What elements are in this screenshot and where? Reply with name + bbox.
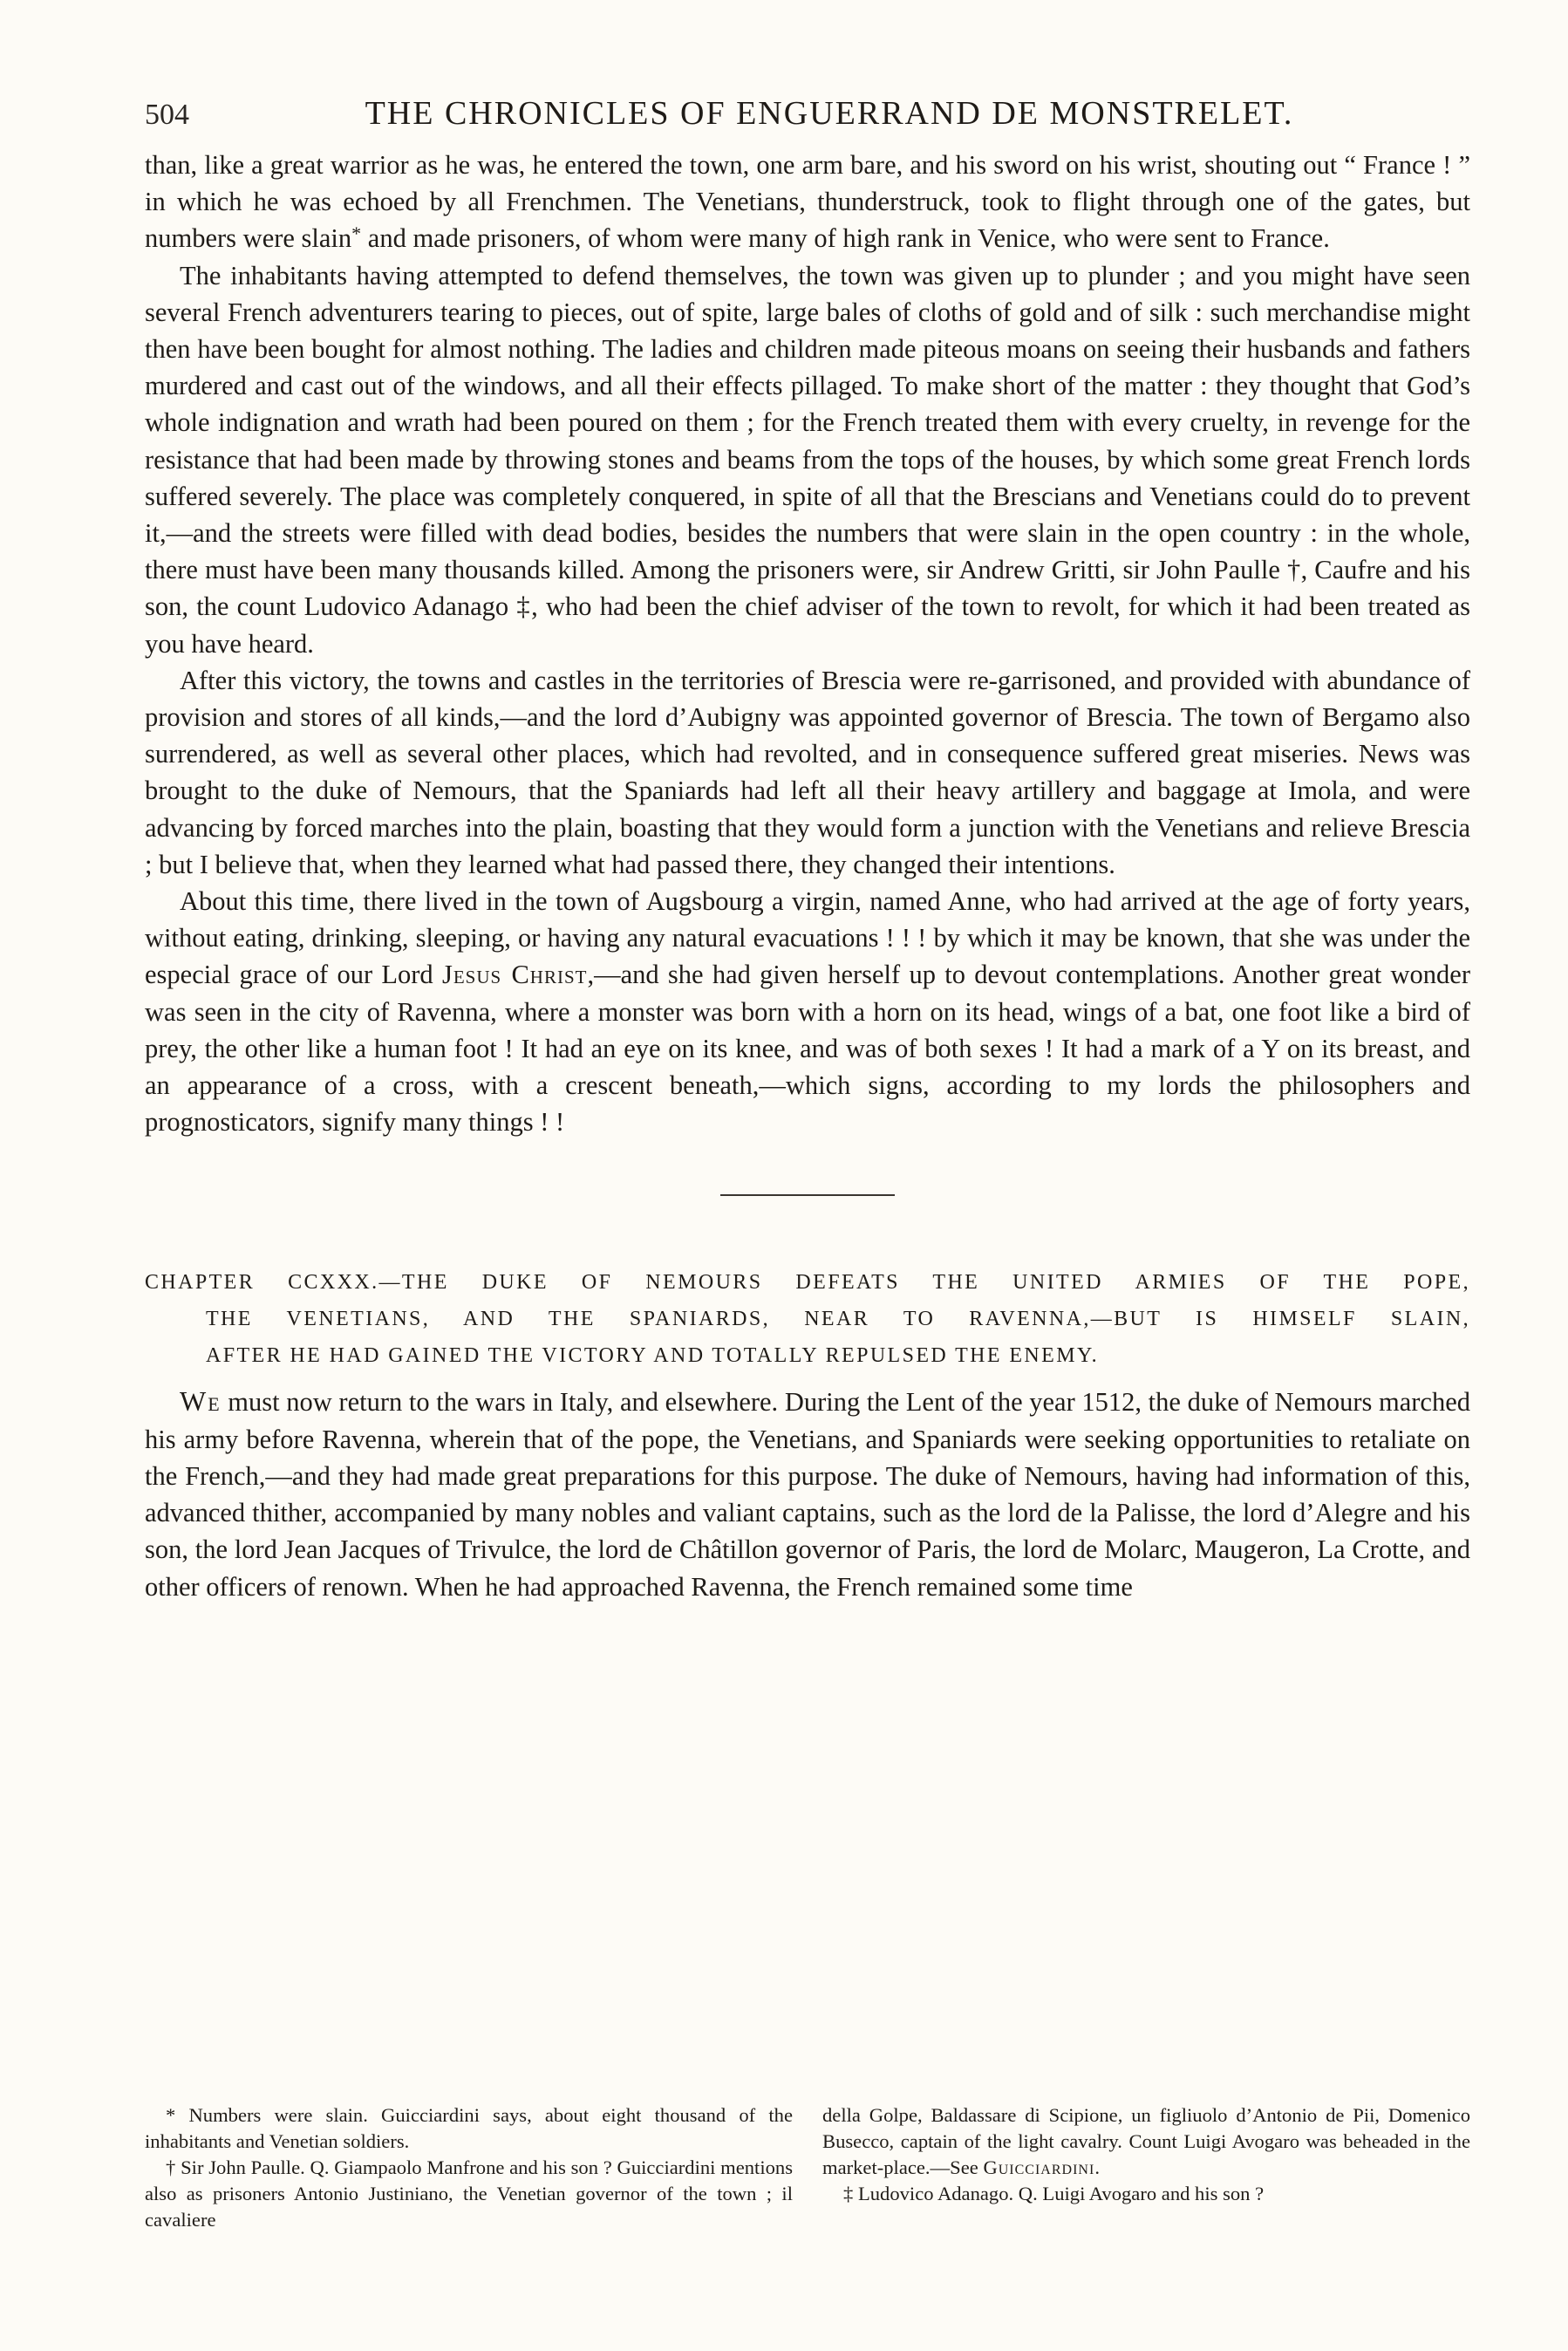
chapter-text bbox=[145, 1383, 1470, 1604]
paragraph-text: must now return to the wars in Italy, and elsewhere. During the Lent of the year 1512, the duke of Nemours marched his army before Ravenna, wherein that of the pope, the Venetians, and Spaniards were seeking opportunities to retaliate on the French,—and they had made great preparations for this purpose. The duke of Nemours, having had information of this, advanced thither, accompanied by many nobles and valiant captains, such as the lord de la Palisse, the lord d’Alegre and his son, the lord Jean Jacques of Trivulce, the lord de Châtillon governor of Paris, the lord de Molarc, Maugeron, La Crotte, and other officers of renown. When he had approached Ravenna, the French remained some time bbox=[145, 1387, 1470, 1602]
page bbox=[145, 94, 1470, 1605]
running-title: THE CHRONICLES OF ENGUERRAND DE MONSTRELET. bbox=[365, 95, 1294, 132]
paragraph-text: than, like a great warrior as he was, he entered the town, one arm bare, and his sword on his wrist, shouting out “ France ! ” in which he was echoed by all Frenchmen. The Venetians, thunderstruck, took to flight through one of the gates, but numbers were slain bbox=[145, 150, 1470, 254]
footnote-column-left bbox=[145, 2102, 793, 2233]
paragraph bbox=[145, 883, 1470, 1140]
section-divider bbox=[720, 1194, 895, 1196]
paragraph-text: The inhabitants having attempted to defend themselves, the town was given up to plunder ; and you might have seen several French adventurers tearing to pieces, out of spite, large bales of cloths of gold and of silk : such merchandise might then have been bought for almost nothing. The ladies and children made piteous moans on seeing their husbands and fathers murdered and cast out of the windows, and all their effects pillaged. To make short of the matter : they thought that God’s whole indignation and wrath had been poured on them ; for the French treated them with every cruelty, in revenge for the resistance that had been made by throwing stones and beams from the tops of the houses, by which some great French lords suffered severely. The place was completely conquered, in spite of all that the Brescians and Venetians could do to prevent it,—and the streets were filled with dead bodies, besides the numbers that were slain in the open country : in the whole, there must have been many thousands killed. Among the prisoners were, sir Andrew Gritti, sir John Paulle bbox=[145, 260, 1470, 585]
page-number: 504 bbox=[145, 99, 189, 131]
paragraph-text: , Caufre and his son, the count Ludovico Adanago bbox=[145, 555, 1470, 622]
paragraph bbox=[145, 147, 1470, 257]
paragraph-text: , who had been the chief adviser of the town to revolt, for which it had been treated as you have heard. bbox=[145, 591, 1471, 659]
small-caps-name: Jesus Christ bbox=[441, 960, 588, 990]
footnote-marker: * bbox=[351, 222, 362, 245]
footnote-source: Guicciardini bbox=[983, 2156, 1095, 2178]
footnote: ‡ Ludovico Adanago. Q. Luigi Avogaro and his son ? bbox=[843, 2183, 1265, 2204]
footnotes bbox=[145, 2102, 1470, 2233]
footnote-text: . bbox=[1094, 2156, 1100, 2178]
paragraph-text: and made prisoners, of whom were many of high rank in Venice, who were sent to France. bbox=[361, 223, 1330, 254]
page-header bbox=[145, 94, 1470, 147]
paragraph-text: ,—and she had given herself up to devout contemplations. Another great wonder was seen in the city of Ravenna, where a monster was born with a horn on its head, wings of a bat, one foot like a bird of prey, the other like a human foot ! It had an eye on its knee, and was of both sexes ! It had a mark of a Y on its breast, and an appearance of a cross, with a crescent beneath,—which signs, according to my lords the philosophers and prognosticators, signify many things ! ! bbox=[145, 960, 1470, 1138]
footnote-marker: † bbox=[1286, 555, 1301, 585]
paragraph bbox=[145, 1383, 1470, 1604]
footnote: * Numbers were slain. Guicciardini says, about eight thousand of the inhabitants and Venetian soldiers. bbox=[145, 2104, 793, 2152]
footnote-continued bbox=[822, 2102, 1470, 2181]
footnote: † Sir John Paulle. Q. Giampaolo Manfrone and his son ? Guicciardini mentions also as prisoners Antonio Justiniano, the Venetian governor of the town ; il cavaliere bbox=[145, 2156, 793, 2231]
footnote-marker: ‡ bbox=[516, 591, 532, 622]
chapter-heading bbox=[145, 1264, 1470, 1374]
paragraph: After this victory, the towns and castles in the territories of Brescia were re-garrisoned, and provided with abundance of provision and stores of all kinds,—and the lord d’Aubigny was appointed governor of Brescia. The town of Bergamo also surrendered, as well as several other places, which had revolted, and in consequence suffered great miseries. News was brought to the duke of Nemours, that the Spaniards had left all their heavy artillery and baggage at Imola, and were advancing by forced marches into the plain, boasting that they would form a junction with the Venetians and relieve Brescia ; but I believe that, when they learned what had passed there, they changed their intentions. bbox=[145, 665, 1470, 879]
chapter-heading-line: AFTER HE HAD GAINED THE VICTORY AND TOTALLY REPULSED THE ENEMY. bbox=[206, 1344, 1100, 1368]
chapter-heading-line: THE VENETIANS, AND THE SPANIARDS, NEAR TO RAVENNA,—BUT IS HIMSELF SLAIN, bbox=[206, 1308, 1470, 1331]
opening-word: We bbox=[180, 1385, 222, 1418]
paragraph bbox=[145, 257, 1470, 662]
paragraph-text: About this time, there lived in the town of Augsbourg a virgin, named Anne, who had arrived at the age of forty years, without eating, drinking, sleeping, or having any natural evacuations ! ! ! by which it may be known, that she was under the especial grace of our Lord bbox=[145, 886, 1470, 990]
footnote-column-right bbox=[822, 2102, 1470, 2233]
main-text bbox=[145, 147, 1470, 1140]
chapter-heading-line: CHAPTER CCXXX.—THE DUKE OF NEMOURS DEFEATS THE UNITED ARMIES OF THE POPE, bbox=[145, 1271, 1470, 1295]
footnote-text: della Golpe, Baldassare di Scipione, un figliuolo d’Antonio de Pii, Domenico Busecco, captain of the light cavalry. Count Luigi Avogaro was beheaded in the market-place.—See bbox=[822, 2104, 1470, 2178]
